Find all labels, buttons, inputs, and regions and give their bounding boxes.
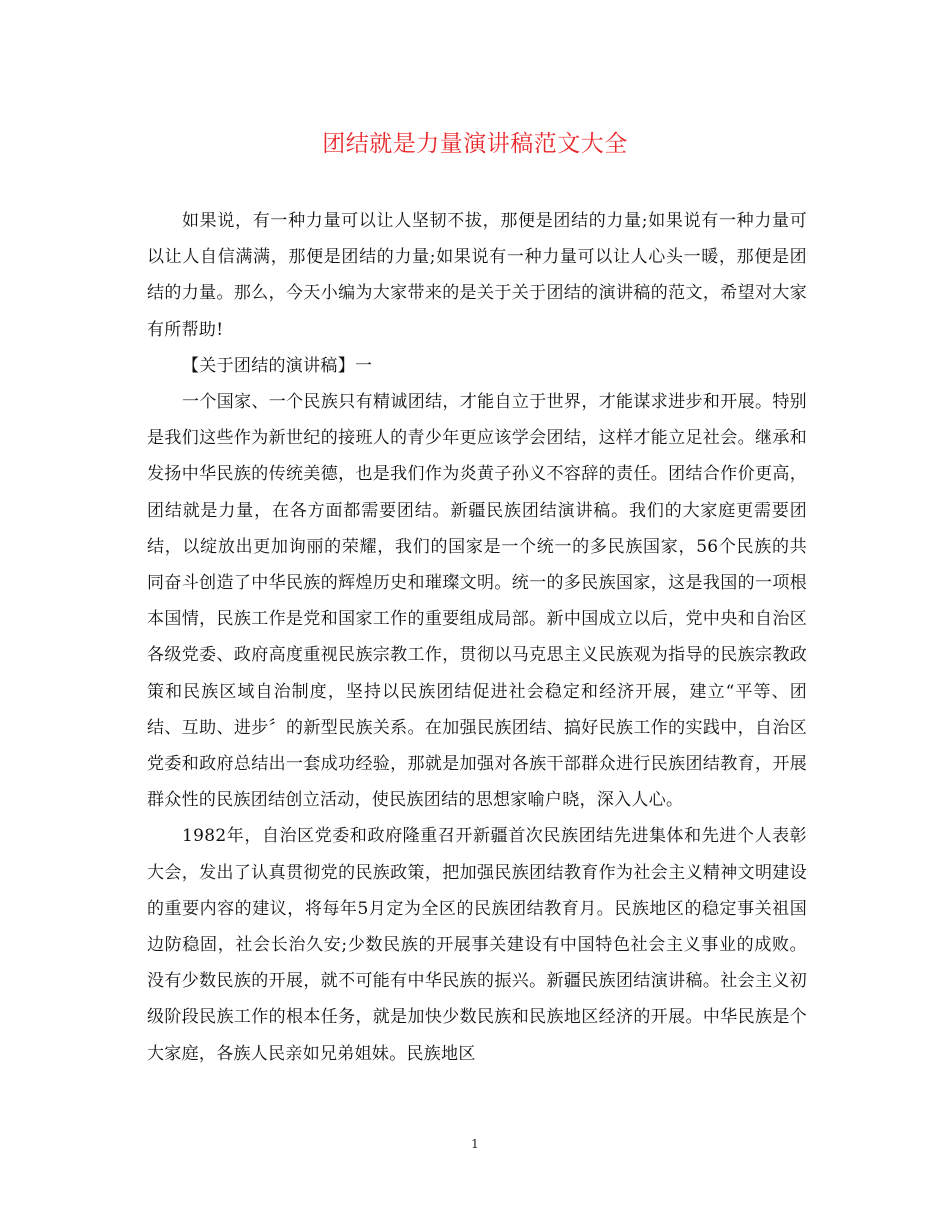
body-paragraph: 一个国家、一个民族只有精诚团结，才能自立于世界，才能谋求进步和开展。特别是我们这些作为新世纪的接班人的青少年更应该学会团结，这样才能立足社会。继承和发扬中华民族的传统美德，也是我们作为炎黄子孙义不容辞的责任。团结合作价更高，团结就是力量，在各方面都需要团结。新疆民族团结演讲稿。我们的大家庭更需要团结，以绽放出更加询丽的荣耀，我们的国家是一个统一的多民族国家，56个民族的共同奋斗创造了中华民族的辉煌历史和璀璨文明。统一的多民族国家，这是我国的一项根本国情，民族工作是党和国家工作的重要组成局部。新中国成立以后，党中央和自治区各级党委、政府高度重视民族宗教工作，贯彻以马克思主义民族观为指导的民族宗教政策和民族区域自治制度，坚持以民族团结促进社会稳定和经济开展，建立“平等、团结、互助、进步〞的新型民族关系。在加强民族团结、搞好民族工作的实践中，自治区党委和政府总结出一套成功经验，那就是加强对各族干部群众进行民族团结教育，开展群众性的民族团结创立活动，使民族团结的思想家喻户晓，深入人心。 [147,392,807,811]
document-title: 团结就是力量演讲稿范文大全 [322,131,628,157]
intro-paragraph: 如果说，有一种力量可以让人坚韧不拔，那便是团结的力量;如果说有一种力量可以让人自信满满，那便是团结的力量;如果说有一种力量可以让人心头一暖，那便是团结的力量。那么，今天小编为大家带来的是关于关于团结的演讲稿的范文，希望对大家有所帮助! [147,211,807,340]
body-paragraph: 1982年，自治区党委和政府隆重召开新疆首次民族团结先进集体和先进个人表彰大会，发出了认真贯彻党的民族政策，把加强民族团结教育作为社会主义精神文明建设的重要内容的建议，将每年5月定为全区的民族团结教育月。民族地区的稳定事关祖国边防稳固，社会长治久安;少数民族的开展事关建设有中国特色社会主义事业的成败。没有少数民族的开展，就不可能有中华民族的振兴。新疆民族团结演讲稿。社会主义初级阶段民族工作的根本任务，就是加快少数民族和民族地区经济的开展。中华民族是个大家庭，各族人民亲如兄弟姐妹。民族地区 [147,826,807,1064]
section-heading: 【关于团结的演讲稿】一 [182,355,373,376]
document-body [147,203,807,1072]
page-number: 1 [471,1137,479,1151]
